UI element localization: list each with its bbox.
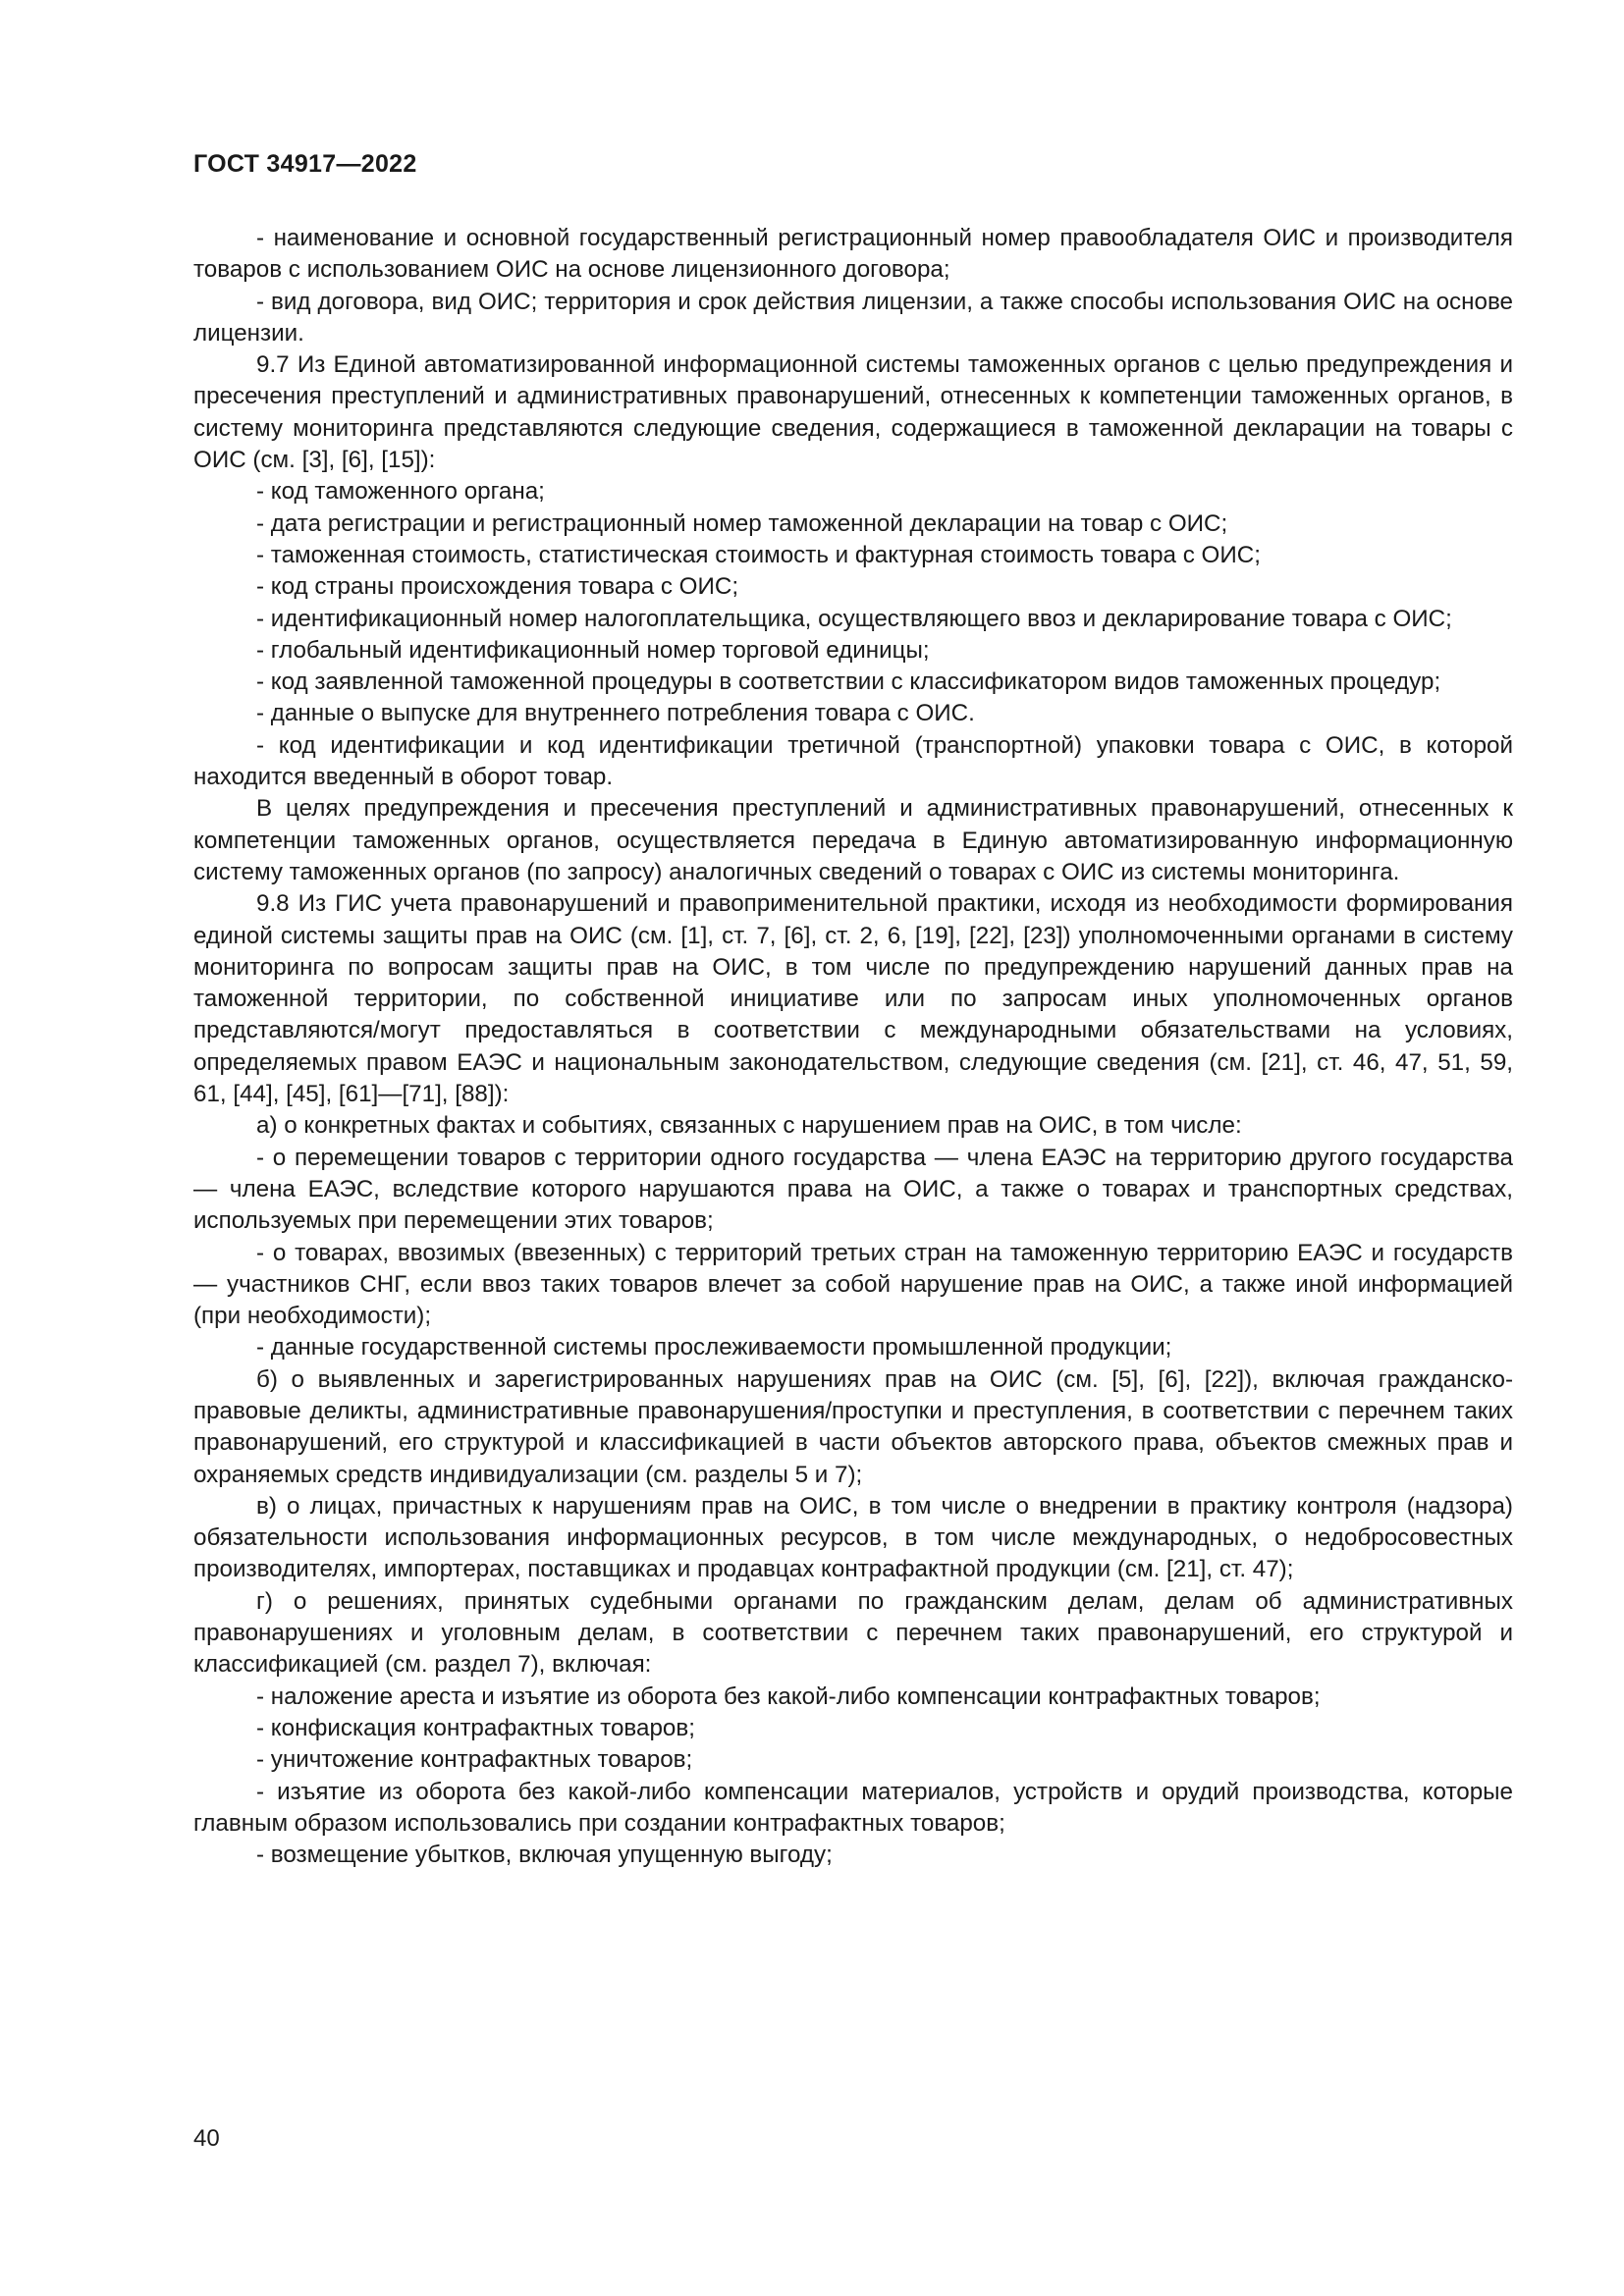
paragraph: - код страны происхождения товара с ОИС;	[256, 573, 739, 601]
paragraph: б) о выявленных и зарегистрированных нарушениях прав на ОИС (см. [5], [6], [22]), включая гражданско-правовые деликты, административные правонарушения/проступки и преступления, в соответствии с перечнем таких правонарушений, его структурой и классификацией в части объектов авторского права, объектов смежных прав и охраняемых средств индивидуализации (см. разделы 5 и 7);	[193, 1365, 1513, 1488]
paragraph: В целях предупреждения и пресечения преступлений и административных правонарушений, отнесенных к компетенции таможенных органов, осуществляется передача в Единую автоматизированную информационную систему таможенных органов (по запросу) аналогичных сведений о товарах с ОИС из системы мониторинга.	[193, 795, 1513, 885]
paragraph: - глобальный идентификационный номер торговой единицы;	[256, 636, 930, 664]
paragraph: - конфискация контрафактных товаров;	[256, 1714, 695, 1741]
paragraph: - код таможенного органа;	[256, 478, 545, 506]
paragraph: - данные о выпуске для внутреннего потребления товара с ОИС.	[256, 700, 975, 727]
paragraph: г) о решениях, принятых судебными органами по гражданским делам, делам об административных правонарушениях и уголовным делам, в соответствии с перечнем таких правонарушений, его структурой и классификацией (см. раздел 7), включая:	[193, 1587, 1513, 1679]
paragraph: - код заявленной таможенной процедуры в соответствии с классификатором видов таможенных процедур;	[256, 668, 1441, 696]
paragraph: а) о конкретных фактах и событиях, связанных с нарушением прав на ОИС, в том числе:	[256, 1112, 1242, 1140]
paragraph: - о перемещении товаров с территории одного государства — члена ЕАЭС на территорию другого государства — члена ЕАЭС, вследствие которого нарушаются права на ОИС, а также о товарах и транспортных средствах, используемых при перемещении этих товаров;	[193, 1144, 1513, 1235]
paragraph: - дата регистрации и регистрационный номер таможенной декларации на товар с ОИС;	[256, 509, 1228, 537]
paragraph: - изъятие из оборота без какой-либо компенсации материалов, устройств и орудий производства, которые главным образом использовались при создании контрафактных товаров;	[193, 1778, 1513, 1837]
paragraph: 9.8 Из ГИС учета правонарушений и правоприменительной практики, исходя из необходимости формирования единой системы защиты прав на ОИС (см. [1], ст. 7, [6], ст. 2, 6, [19], [22], [23]) уполномоченными органами в систему мониторинга по вопросам защиты прав на ОИС, в том числе по предупреждению нарушений данных прав на таможенной территории, по собственной инициативе или по запросам иных уполномоченных органов представляются/могут предоставляться в соответствии с международными обязательствами на условиях, определяемых правом ЕАЭС и национальным законодательством, следующие сведения (см. [21], ст. 46, 47, 51, 59, 61, [44], [45], [61]—[71], [88]):	[193, 890, 1513, 1108]
paragraph: - наложение ареста и изъятие из оборота без какой-либо компенсации контрафактных товаров;	[256, 1682, 1321, 1710]
document-body	[193, 223, 1513, 1871]
paragraph: - возмещение убытков, включая упущенную выгоду;	[256, 1842, 833, 1869]
paragraph: - код идентификации и код идентификации третичной (транспортной) упаковки товара с ОИС, в которой находится введенный в оборот товар.	[193, 731, 1513, 791]
paragraph: - таможенная стоимость, статистическая стоимость и фактурная стоимость товара с ОИС;	[256, 541, 1261, 568]
document-header: ГОСТ 34917—2022	[193, 150, 417, 178]
paragraph: в) о лицах, причастных к нарушениям прав на ОИС, в том числе о внедрении в практику контроля (надзора) обязательности использования информационных ресурсов, в том числе международных, о недобросовестных производителях, импортерах, поставщиках и продавцах контрафактной продукции (см. [21], ст. 47);	[193, 1492, 1513, 1583]
paragraph: - о товарах, ввозимых (ввезенных) с территорий третьих стран на таможенную территорию ЕАЭС и государств — участников СНГ, если ввоз таких товаров влечет за собой нарушение прав на ОИС, а также иной информацией (при необходимости);	[193, 1239, 1513, 1330]
page-number: 40	[193, 2125, 220, 2152]
paragraph: 9.7 Из Единой автоматизированной информационной системы таможенных органов с целью предупреждения и пресечения преступлений и административных правонарушений, отнесенных к компетенции таможенных органов, в систему мониторинга представляются следующие сведения, содержащиеся в таможенной декларации на товары с ОИС (см. [3], [6], [15]):	[193, 351, 1513, 474]
paragraph: - данные государственной системы прослеживаемости промышленной продукции;	[256, 1334, 1172, 1362]
paragraph: - уничтожение контрафактных товаров;	[256, 1746, 693, 1774]
paragraph: - вид договора, вид ОИС; территория и срок действия лицензии, а также способы использования ОИС на основе лицензии.	[193, 288, 1513, 347]
paragraph: - наименование и основной государственный регистрационный номер правообладателя ОИС и производителя товаров с использованием ОИС на основе лицензионного договора;	[193, 225, 1513, 284]
paragraph: - идентификационный номер налогоплательщика, осуществляющего ввоз и декларирование товара с ОИС;	[256, 605, 1452, 632]
